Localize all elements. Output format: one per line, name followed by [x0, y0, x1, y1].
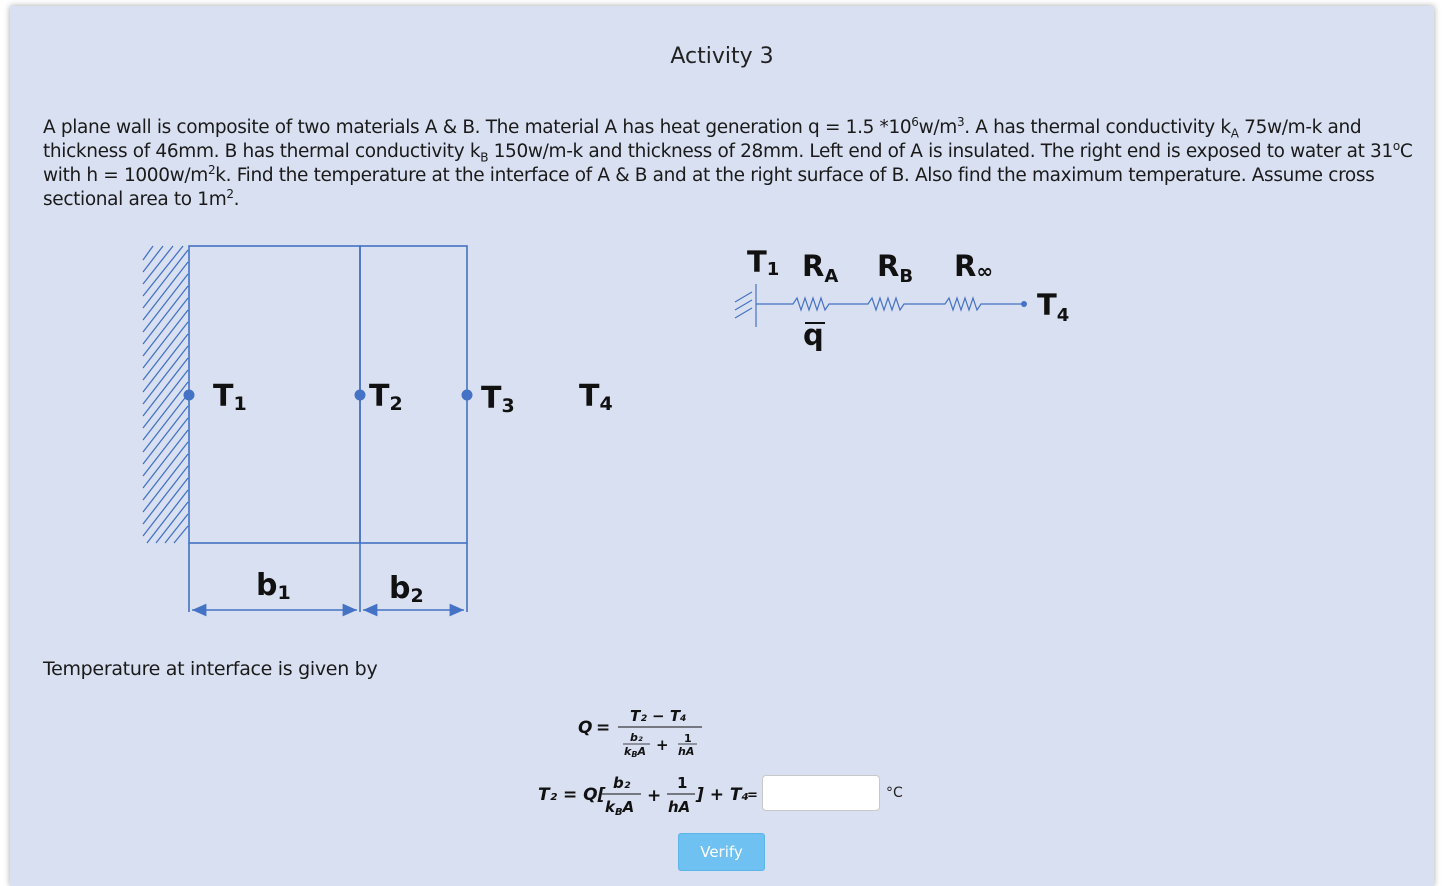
eq2-equals: = [747, 788, 758, 803]
eq2-plus: + [647, 786, 662, 806]
circuit-label-t4: $T_4$ [1037, 288, 1070, 326]
eq1-numerator: T₂ − T₄ [630, 707, 687, 725]
eq2-one: 1 [677, 774, 688, 792]
eq2-kba: $k_BA$ [605, 798, 635, 818]
eq1-q: Q [578, 718, 593, 738]
circuit-label-rb: $R_B$ [877, 249, 914, 287]
interface-temperature-input[interactable] [762, 775, 880, 811]
label-b2: b2 [389, 571, 424, 607]
eq1-den-ha: hA [678, 745, 695, 758]
interface-heading: Temperature at interface is given by [43, 658, 378, 680]
label-t4: T4 [579, 379, 613, 415]
page-title: Activity 3 [670, 44, 774, 69]
temperature-unit: °C [886, 785, 903, 801]
circuit-label-t1: T1 [747, 245, 780, 280]
eq2-tail: ] + T₄ [696, 785, 749, 805]
eq1-den-one: 1 [684, 732, 692, 745]
eq1-den-b2: b₂ [630, 731, 643, 744]
circuit-label-rinf: R∞ [954, 249, 994, 283]
circuit-label-qbar: q [803, 318, 824, 352]
problem-statement: A plane wall is composite of two materials A & B. The material A has heat generation q = 1.5 $*10^6w/m^3$. A has thermal conductivity $k_A$ 75w/m-k and thickness of 46mm. B has thermal conductivity $k_B$ 150w/m-k and thickness of 28mm. Left end of A is insulated. The right end is exposed to water at 31$^o$C with $h = 1000w/m^2k$. Find the temperature at the interface of A & B and at the right surface of B. Also find the maximum temperature. Assume cross sectional area to $1m^2$. [43, 114, 1413, 210]
label-t2: T2 [369, 379, 403, 415]
label-b1: b1 [256, 568, 291, 604]
eq2-ha: hA [668, 798, 691, 816]
eq2-lhs: T₂ = Q[ [538, 785, 606, 805]
eq1-equals: = [596, 718, 611, 738]
eq1-den-plus: + [656, 736, 669, 754]
label-t3: T3 [481, 381, 515, 417]
circuit-label-ra: $R_A$ [802, 249, 839, 287]
eq1-den-kba: kBA [624, 745, 646, 759]
label-t1: T1 [213, 379, 247, 415]
verify-button[interactable]: Verify [678, 833, 765, 871]
eq2-b2: b₂ [613, 774, 631, 792]
